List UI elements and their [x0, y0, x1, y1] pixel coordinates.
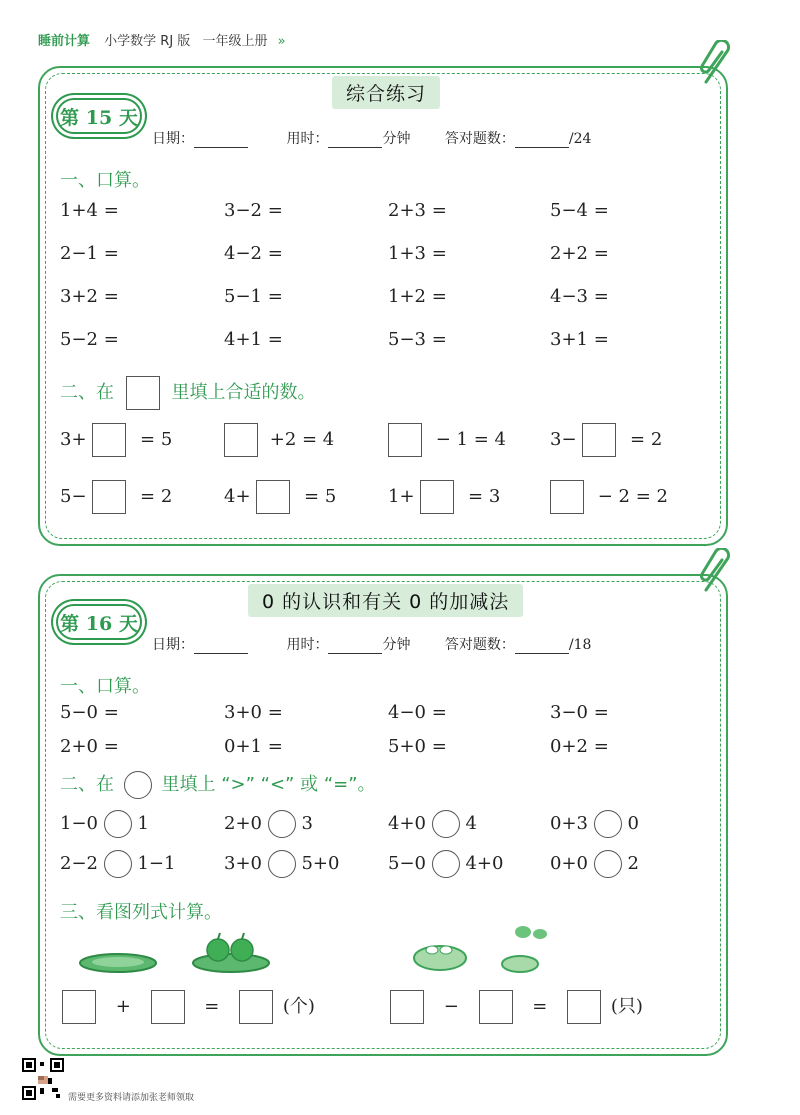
paperclip-icon [698, 548, 738, 596]
answer-circle[interactable] [268, 810, 296, 838]
answer-circle[interactable] [594, 810, 622, 838]
fill-item: − 1 = 4 [388, 423, 506, 457]
oral-item: 3−2 = [224, 200, 283, 221]
oral-item: 4−2 = [224, 243, 283, 264]
compare-item: 4+0 4 [388, 810, 477, 838]
oral-item: 4−3 = [550, 286, 609, 307]
answer-box[interactable] [388, 423, 422, 457]
day15-badge: 第 15 天 [56, 98, 142, 134]
compare-item: 0+3 0 [550, 810, 639, 838]
fill-item: 3− = 2 [550, 423, 662, 457]
answer-circle[interactable] [432, 850, 460, 878]
compare-item: 2−2 1−1 [60, 850, 175, 878]
fill-item: 1+ = 3 [388, 480, 500, 514]
grade-label: 一年级上册 [202, 34, 268, 49]
oral-item: 3−0 = [550, 702, 609, 723]
fill-item: 4+ = 5 [224, 480, 336, 514]
time-unit: 分钟 [382, 637, 411, 653]
answer-box[interactable] [582, 423, 616, 457]
score-blank[interactable] [515, 639, 569, 654]
oral-item: 2+0 = [60, 736, 119, 757]
section2-suffix: 里填上合适的数。 [171, 382, 316, 403]
fill-item: 3+ = 5 [60, 423, 172, 457]
answer-box[interactable] [420, 480, 454, 514]
answer-box[interactable] [479, 990, 513, 1024]
answer-box[interactable] [62, 990, 96, 1024]
answer-box[interactable] [92, 480, 126, 514]
oral-item: 3+1 = [550, 329, 609, 350]
oral-item: 3+2 = [60, 286, 119, 307]
oral-item: 4−0 = [388, 702, 447, 723]
answer-box[interactable] [151, 990, 185, 1024]
day15-section1-heading: 一、口算。 [60, 170, 150, 191]
answer-box[interactable] [224, 423, 258, 457]
page-header [38, 30, 286, 49]
oral-item: 5−4 = [550, 200, 609, 221]
oral-item: 1+3 = [388, 243, 447, 264]
compare-item: 1−0 1 [60, 810, 149, 838]
answer-box[interactable] [390, 990, 424, 1024]
time-blank[interactable] [328, 133, 382, 148]
date-label: 日期： [152, 637, 194, 653]
answer-circle[interactable] [594, 850, 622, 878]
answer-circle[interactable] [268, 850, 296, 878]
day16-section3-heading: 三、看图列式计算。 [60, 902, 222, 923]
day15-title: 综合练习 [332, 76, 440, 109]
qr-code-icon [22, 1058, 64, 1100]
answer-box[interactable] [92, 423, 126, 457]
oral-item: 1+2 = [388, 286, 447, 307]
oral-item: 2−1 = [60, 243, 119, 264]
answer-box[interactable] [256, 480, 290, 514]
plate-apples-illustration [76, 930, 286, 980]
score-blank[interactable] [515, 133, 569, 148]
day16-section1-heading: 一、口算。 [60, 676, 150, 697]
day16-badge: 第 16 天 [56, 604, 142, 640]
day15-section2-heading [60, 376, 315, 410]
time-unit: 分钟 [382, 131, 411, 147]
day16-section2-heading [60, 770, 376, 799]
example-box [126, 376, 160, 410]
section2-prefix: 二、在 [60, 774, 114, 795]
answer-circle[interactable] [104, 810, 132, 838]
score-total: /24 [568, 131, 592, 147]
date-blank[interactable] [194, 133, 248, 148]
brand-title: 睡前计算 [38, 34, 91, 49]
subject-label: 小学数学 RJ 版 [104, 34, 191, 49]
date-blank[interactable] [194, 639, 248, 654]
score-label: 答对题数： [444, 637, 515, 653]
oral-item: 1+4 = [60, 200, 119, 221]
oral-item: 0+2 = [550, 736, 609, 757]
oral-item: 5−2 = [60, 329, 119, 350]
fill-item: +2 = 4 [224, 423, 334, 457]
footer-note: 需要更多资料请添加张老师领取 [68, 1093, 195, 1103]
date-label: 日期： [152, 131, 194, 147]
compare-item: 0+0 2 [550, 850, 639, 878]
answer-box[interactable] [239, 990, 273, 1024]
compare-item: 3+0 5+0 [224, 850, 339, 878]
picture-equation-2: − = (只) [390, 990, 643, 1024]
compare-item: 5−0 4+0 [388, 850, 503, 878]
oral-item: 5−1 = [224, 286, 283, 307]
oral-item: 4+1 = [224, 329, 283, 350]
score-label: 答对题数： [444, 131, 515, 147]
day16-meta [152, 634, 591, 654]
time-label: 用时： [286, 131, 329, 147]
oral-item: 2+3 = [388, 200, 447, 221]
oral-item: 0+1 = [224, 736, 283, 757]
oral-item: 2+2 = [550, 243, 609, 264]
oral-item: 3+0 = [224, 702, 283, 723]
time-label: 用时： [286, 637, 329, 653]
time-blank[interactable] [328, 639, 382, 654]
compare-item: 2+0 3 [224, 810, 313, 838]
double-arrow-icon: » [277, 34, 286, 49]
section2-suffix: 里填上 “>” “<” 或 “=”。 [161, 774, 376, 795]
day15-meta [152, 128, 591, 148]
fill-item: 5− = 2 [60, 480, 172, 514]
picture-equation-1: + = (个) [62, 990, 315, 1024]
paperclip-icon [698, 40, 738, 88]
nest-birds-illustration [408, 920, 558, 980]
score-total: /18 [568, 637, 592, 653]
answer-box[interactable] [550, 480, 584, 514]
oral-item: 5−0 = [60, 702, 119, 723]
oral-item: 5+0 = [388, 736, 447, 757]
fill-item: − 2 = 2 [550, 480, 668, 514]
answer-circle[interactable] [432, 810, 460, 838]
answer-circle[interactable] [104, 850, 132, 878]
oral-item: 5−3 = [388, 329, 447, 350]
answer-box[interactable] [567, 990, 601, 1024]
example-circle [124, 771, 152, 799]
day16-title: 0 的认识和有关 0 的加减法 [248, 584, 523, 617]
section2-prefix: 二、在 [60, 382, 114, 403]
